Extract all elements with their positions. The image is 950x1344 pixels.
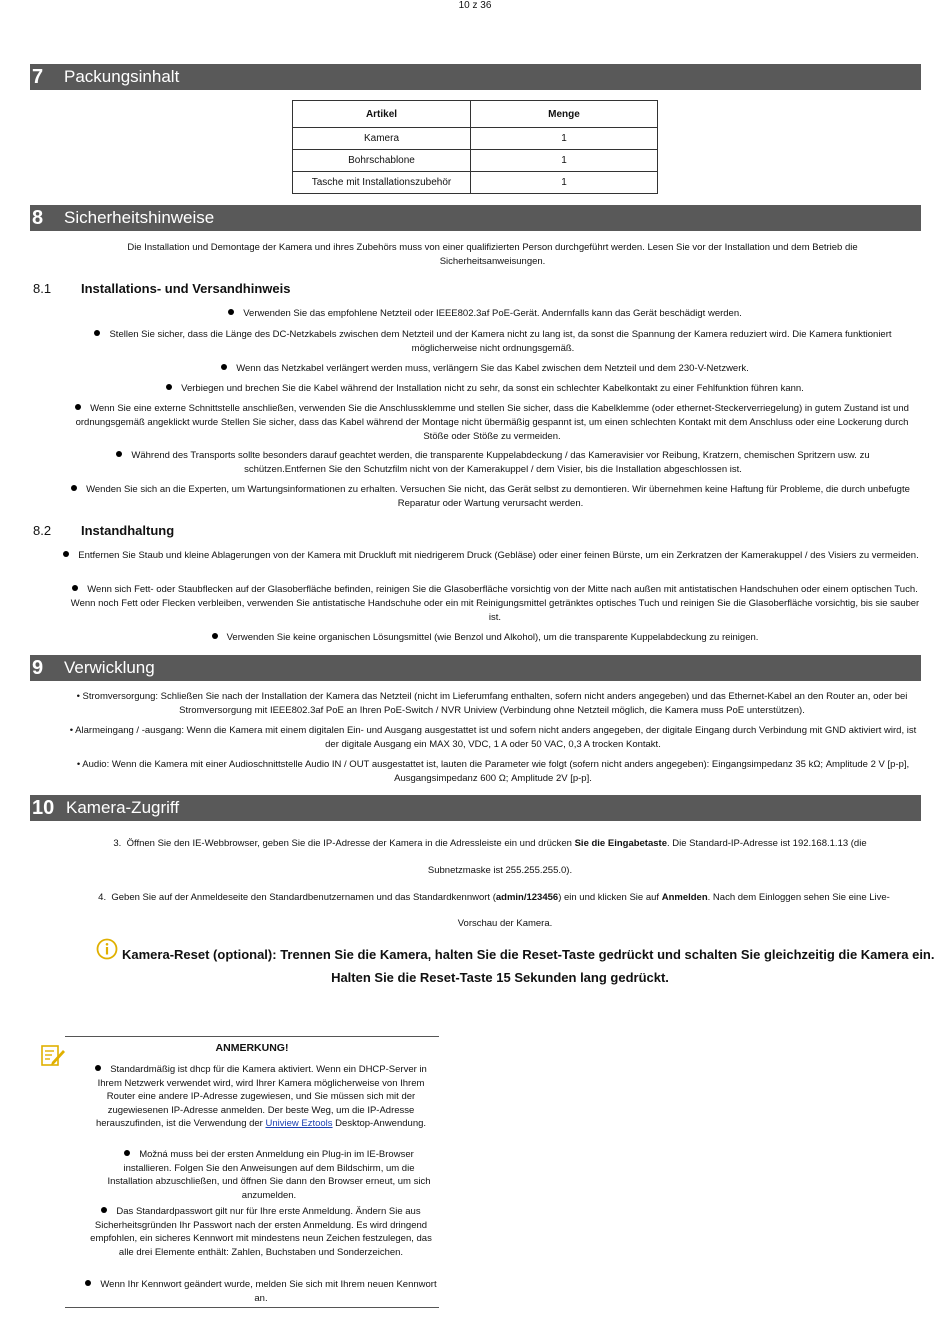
bullet-icon bbox=[85, 1280, 91, 1286]
bullet-icon bbox=[94, 330, 100, 336]
table-cell: Bohrschablone bbox=[293, 150, 471, 172]
uniview-eztools-link[interactable]: Uniview Eztools bbox=[265, 1118, 333, 1130]
note-icon bbox=[40, 1043, 66, 1067]
note-title: ANMERKUNG! bbox=[215, 1042, 289, 1054]
connection-item-audio: • Audio: Wenn die Kamera mit einer Audioschnittstelle Audio IN / OUT ausgestattet ist, lauten die Parameter wie folgt (sofern nicht anders angegeben): Eingangsimpedanz 35 kΩ; Amplitude 2 V [p-p], Ausgangsimpedanz 600 Ω; Amplitude 2V [p-p]. bbox=[76, 759, 910, 784]
subsection-8-2-heading bbox=[33, 523, 174, 538]
bullet-icon bbox=[71, 485, 77, 491]
connection-item-power: • Stromversorgung: Schließen Sie nach der Installation der Kamera das Netzteil (nicht im Lieferumfang enthalten, sofern nicht anders angegeben) und das Ethernet-Kabel an den Router an, oder bei Stromversorgung mit IEEE802.3af PoE an Ihren PoE-Switch / NVR Uniview (Verbindung ohne Netzteil möglich, die Kamera muss PoE unterstützen). bbox=[76, 691, 908, 716]
note-item: Možná muss bei der ersten Anmeldung ein Plug-in im IE-Browser installieren. Folgen Sie den Anweisungen auf dem Bildschirm, um die Installation abzuschließen, und öffnen Sie dann den Browser erneut, um sich anzumelden. bbox=[107, 1149, 431, 1201]
step-4: 4. Geben Sie auf der Anmeldeseite den Standardbenutzernamen und das Standardkennwort (admin/123456) ein und klicken Sie auf Anmelden. Nach dem Einloggen sehen Sie eine Live- bbox=[98, 892, 890, 903]
bullet-icon bbox=[228, 309, 234, 315]
table-row bbox=[293, 172, 658, 194]
list-item: Stellen Sie sicher, dass die Länge des DC-Netzkabels zwischen dem Netzteil und der Kamera nicht zu lang ist, da sonst die Spannung der Kamera reduziert wird. Die Kamera funktioniert möglicherweise nicht ordnungsgemäß. bbox=[88, 328, 898, 356]
step-3-continued: Subnetzmaske ist 255.255.255.0). bbox=[427, 865, 573, 876]
step-4-continued: Vorschau der Kamera. bbox=[457, 918, 553, 929]
section-title: Verwicklung bbox=[64, 658, 155, 677]
section-9-header bbox=[30, 655, 921, 681]
note-item: Wenn Ihr Kennwort geändert wurde, melden Sie sich mit Ihrem neuen Kennwort an. bbox=[84, 1278, 438, 1305]
bullet-icon bbox=[221, 364, 227, 370]
section-10-header bbox=[30, 795, 921, 821]
section-7-header bbox=[30, 64, 921, 90]
bullet-icon bbox=[116, 451, 122, 457]
safety-intro: Die Installation und Demontage der Kamera und ihres Zubehörs muss von einer qualifizierten Person durchgeführt werden. Lesen Sie vor der Installation und dem Betrieb die Sicherheitsanweisungen. bbox=[127, 242, 858, 267]
subsection-title: Instandhaltung bbox=[81, 523, 175, 538]
note-item: Das Standardpasswort gilt nur für Ihre erste Anmeldung. Ändern Sie aus Sicherheitsgründen Ihr Passwort nach der ersten Anmeldung. Es wird dringend empfohlen, ein sicheres Kennwort mit mindestens neun Zeichen festzulegen, das alle drei Elemente enthält: Zahlen, Buchstaben und Sonderzeichen. bbox=[90, 1206, 432, 1258]
table-cell: 1 bbox=[471, 128, 658, 150]
note-top-rule bbox=[65, 1036, 439, 1037]
list-item: Wenden Sie sich an die Experten, um Wartungsinformationen zu erhalten. Versuchen Sie nicht, das Gerät selbst zu demontieren. Wir übernehmen keine Haftung für Probleme, die durch unbefugte Reparatur oder Wartung verursacht werden. bbox=[68, 483, 913, 511]
table-cell: Kamera bbox=[293, 128, 471, 150]
bullet-icon bbox=[72, 585, 78, 591]
list-item: Entfernen Sie Staub und kleine Ablagerungen von der Kamera mit Druckluft mit niedrigerem Druck (Gebläse) oder einer feinen Bürste, um ein Zerkratzen der Kamerakuppel / des Visiers zu vermeiden. bbox=[62, 549, 920, 563]
list-item: Wenn sich Fett- oder Staubflecken auf der Glasoberfläche befinden, reinigen Sie die Glasoberfläche vorsichtig von der Mitte nach außen mit antistatischen Handschuhen oder einem optischen Tuch. Wenn noch Fett oder Flecken verbleiben, verwenden Sie antistatische Handschuhe oder ein mit Reinigungsmittel getränktes optisches Tuch und reinigen Sie die Glasoberfläche vorsichtig, bis sie sauber ist. bbox=[70, 584, 920, 623]
list-item: Verwenden Sie das empfohlene Netzteil oder IEEE802.3af PoE-Gerät. Andernfalls kann das Gerät beschädigt werden. bbox=[60, 307, 910, 321]
bullet-icon bbox=[101, 1207, 107, 1213]
bullet-icon bbox=[166, 384, 172, 390]
section-title: Kamera-Zugriff bbox=[66, 798, 180, 817]
column-header-menge: Menge bbox=[471, 101, 658, 128]
bullet-icon bbox=[75, 404, 81, 410]
section-title: Sicherheitshinweise bbox=[64, 208, 215, 227]
subsection-number: 8.2 bbox=[33, 523, 52, 538]
table-header-row bbox=[293, 101, 658, 128]
list-item: Wenn das Netzkabel verlängert werden muss, verlängern Sie das Kabel zwischen dem Netzteil und dem 230-V-Netzwerk. bbox=[60, 362, 910, 376]
section-number: 8 bbox=[32, 206, 44, 229]
note-item: Standardmäßig ist dhcp für die Kamera aktiviert. Wenn ein DHCP-Server in Ihrem Netzwerk verwendet wird, wird Ihrer Kamera möglicherweise von Ihrem Router eine andere IP-Adresse zugewiesen, und Sie müssen sich mit der zugewiesenen IP-Adresse anmelden. Der beste Weg, um die IP-Adresse herauszufinden, ist die Verwendung der Uniview Eztools Desktop-Anwendung. bbox=[95, 1064, 427, 1130]
section-number: 10 bbox=[32, 796, 55, 819]
reset-instruction: Kamera-Reset (optional): Trennen Sie die Kamera, halten Sie die Reset-Taste gedrückt und schalten Sie gleichzeitig die Kamera ein. bbox=[122, 947, 935, 962]
info-icon bbox=[96, 938, 118, 960]
bullet-icon bbox=[95, 1065, 101, 1071]
bullet-icon bbox=[124, 1150, 130, 1156]
section-number: 9 bbox=[32, 656, 44, 679]
list-item: Während des Transports sollte besonders darauf geachtet werden, die transparente Kuppelabdeckung / das Kameravisier vor Reibung, Kratzern, chemischen Spritzern usw. zu schützen.Entfernen Sie den Schutzfilm nicht von der Kamerakuppel / dem Visier, bis die Installation abgeschlossen ist. bbox=[83, 449, 903, 477]
column-header-artikel: Artikel bbox=[293, 101, 471, 128]
subsection-8-1-heading bbox=[33, 281, 291, 296]
list-item: Verbiegen und brechen Sie die Kabel während der Installation nicht zu sehr, da sonst ein schlechter Kabelkontakt zu einer Fehlfunktion führen kann. bbox=[60, 382, 910, 396]
subsection-title: Installations- und Versandhinweis bbox=[81, 281, 291, 296]
table-row bbox=[293, 128, 658, 150]
section-title: Packungsinhalt bbox=[64, 67, 180, 86]
section-8-header bbox=[30, 205, 921, 231]
reset-instruction-continued: Halten Sie die Reset-Taste 15 Sekunden lang gedrückt. bbox=[331, 970, 669, 985]
step-3: 3. Öffnen Sie den IE-Webbrowser, geben Sie die IP-Adresse der Kamera in die Adressleiste ein und drücken Sie die Eingabetaste. Die Standard-IP-Adresse ist 192.168.1.13 (die bbox=[113, 838, 867, 849]
section-number: 7 bbox=[32, 65, 44, 88]
table-cell: 1 bbox=[471, 150, 658, 172]
list-item: Verwenden Sie keine organischen Lösungsmittel (wie Benzol und Alkohol), um die transparente Kuppelabdeckung zu reinigen. bbox=[60, 631, 910, 645]
bullet-icon bbox=[63, 551, 69, 557]
table-row bbox=[293, 150, 658, 172]
page-number: 10 z 36 bbox=[458, 0, 492, 11]
bullet-icon bbox=[212, 633, 218, 639]
list-item: Wenn Sie eine externe Schnittstelle anschließen, verwenden Sie die Anschlussklemme und stellen Sie sicher, dass die Kabelklemme (oder ethernet-Steckerverriegelung) in gutem Zustand ist und ordnungsgemäß angeklickt wurde Stellen Sie sicher, dass das Kabel während der Montage nicht übermäßig gespannt ist, um einen schlechten Kontakt mit dem Anschluss oder eine Lockerung durch Stöße oder Stöße zu vermeiden. bbox=[75, 403, 909, 442]
package-contents-table bbox=[292, 100, 658, 194]
table-cell: Tasche mit Installationszubehör bbox=[293, 172, 471, 194]
table-cell: 1 bbox=[471, 172, 658, 194]
note-bottom-rule bbox=[65, 1307, 439, 1308]
connection-item-alarm: • Alarmeingang / -ausgang: Wenn die Kamera mit einem digitalen Ein- und Ausgang ausgestattet ist und sofern nicht anders angegeben, der digitale Eingang durch Verbindung mit GND aktiviert wird, ist der digitale Ausgang ein MAX 30, VDC, 1 A oder 50 VAC, 0,3 A trocken Kontakt. bbox=[69, 725, 917, 750]
step-number: 3. bbox=[113, 838, 122, 849]
subsection-number: 8.1 bbox=[33, 281, 52, 296]
step-number: 4. bbox=[98, 892, 107, 903]
